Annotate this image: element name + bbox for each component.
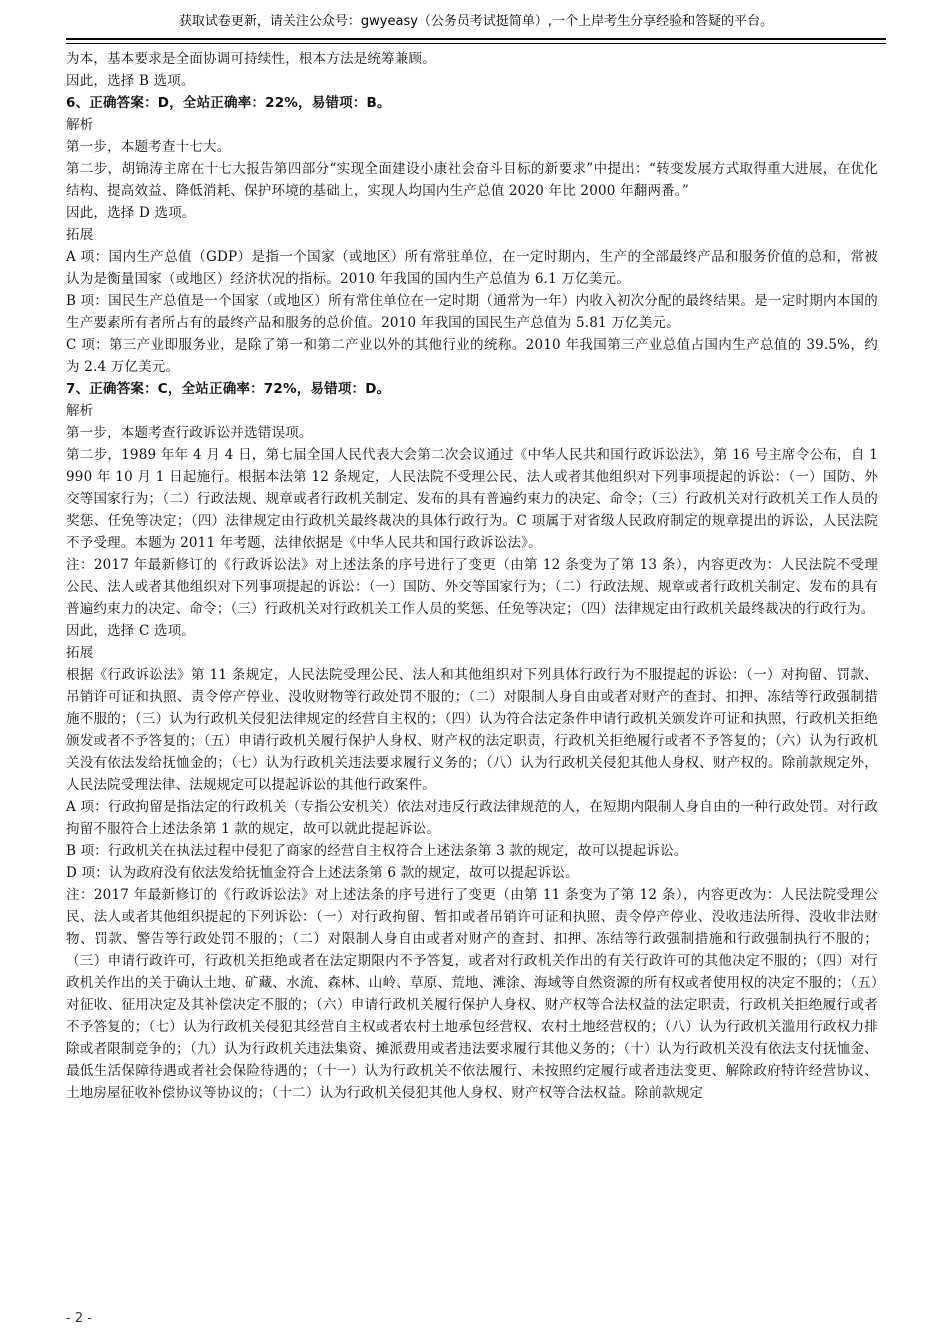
paragraph: 解析 (66, 117, 94, 133)
paragraph: 拓展 (66, 227, 94, 243)
paragraph: C 项：第三产业即服务业，是除了第一和第二产业以外的其他行业的统称。2010 年我国第三产业总值占国内生产总值的 39.5%，约为 2.4 万亿美元。 (66, 337, 878, 375)
paragraph: 因此，选择 B 选项。 (66, 73, 195, 89)
paragraph: 第一步，本题考查十七大。 (66, 139, 231, 155)
paragraph: 因此，选择 C 选项。 (66, 623, 196, 639)
paragraph: 第二步，胡锦涛主席在十七大报告第四部分“实现全面建设小康社会奋斗目标的新要求”中提出：“转变发展方式取得重大进展，在优化结构、提高效益、降低消耗、保护环境的基础上，实现人均国内生产总值 2020 年比 2000 年翻两番。” (66, 161, 878, 199)
paragraph: 第二步，1989 年年 4 月 4 日，第七届全国人民代表大会第二次会议通过《中华人民共和国行政诉讼法》，第 16 号主席令公布，自 1990 年 10 月 1 日起施行。根据本法第 12 条规定，人民法院不受理公民、法人或者其他组织对下列事项提起的诉讼：（一）国防、外交等国家行为；（二）行政法规、规章或者行政机关制定、发布的具有普遍约束力的决定、命令；（三）行政机关对行政机关工作人员的奖惩、任免等决定；（四）法律规定由行政机关最终裁决的具体行政行为。C 项属于对省级人民政府制定的规章提出的诉讼，人民法院不予受理。本题为 2011 年考题，法律依据是《中华人民共和国行政诉讼法》。 (66, 447, 878, 551)
paragraph: 拓展 (66, 645, 94, 661)
paragraph: 注：2017 年最新修订的《行政诉讼法》对上述法条的序号进行了变更（由第 11 条变为了第 12 条），内容更改为：人民法院受理公民、法人或者其他组织提起的下列诉讼：（一）对行政拘留、暂扣或者吊销许可证和执照、责令停产停业、没收违法所得、没收非法财物、罚款、警告等行政处罚不服的；（二）对限制人身自由或者对财产的查封、扣押、冻结等行政强制措施和行政强制执行不服的；（三）申请行政许可，行政机关拒绝或者在法定期限内不予答复，或者对行政机关作出的有关行政许可的其他决定不服的；（四）对行政机关作出的关于确认土地、矿藏、水流、森林、山岭、草原、荒地、滩涂、海域等自然资源的所有权或者使用权的决定不服的；（五）对征收、征用决定及其补偿决定不服的；（六）申请行政机关履行保护人身权、财产权等合法权益的法定职责，行政机关拒绝履行或者不予答复的；（七）认为行政机关侵犯其经营自主权或者农村土地承包经营权、农村土地经营权的；（八）认为行政机关滥用行政权力排除或者限制竞争的；（九）认为行政机关违法集资、摊派费用或者违法要求履行其他义务的；（十）认为行政机关没有依法支付抚恤金、最低生活保障待遇或者社会保险待遇的；（十一）认为行政机关不依法履行、未按照约定履行或者违法变更、解除政府特许经营协议、土地房屋征收补偿协议等协议的；（十二）认为行政机关侵犯其他人身权、财产权等合法权益。除前款规定 (66, 887, 878, 1101)
paragraph: 为本，基本要求是全面协调可持续性，根本方法是统筹兼顾。 (66, 51, 436, 67)
paragraph: D 项：认为政府没有依法发给抚恤金符合上述法条第 6 款的规定，故可以提起诉讼。 (66, 865, 579, 881)
header-rule-thick (66, 38, 886, 40)
header-rule-thin (66, 43, 886, 44)
answer-line: 7、正确答案：C，全站正确率：72%，易错项：D。 (66, 381, 391, 397)
paragraph: 注：2017 年最新修订的《行政诉讼法》对上述法条的序号进行了变更（由第 12 条变为了第 13 条），内容更改为：人民法院不受理公民、法人或者其他组织对下列事项提起的诉讼：（一）国防、外交等国家行为；（二）行政法规、规章或者行政机关制定、发布的具有普遍约束力的决定、命令；（三）行政机关对行政机关工作人员的奖惩、任免等决定；（四）法律规定由行政机关最终裁决的行政行为。 (66, 557, 878, 617)
paragraph: 因此，选择 D 选项。 (66, 205, 196, 221)
paragraph: 解析 (66, 403, 94, 419)
page-number: - 2 - (66, 1311, 92, 1326)
page-header: 获取试卷更新，请关注公众号：gwyeasy（公务员考试挺简单）,一个上岸考生分享经验和答疑的平台。 (178, 14, 774, 29)
document-body (66, 48, 878, 1104)
paragraph: B 项：国民生产总值是一个国家（或地区）所有常住单位在一定时期（通常为一年）内收入初次分配的最终结果。是一定时期内本国的生产要素所有者所占有的最终产品和服务的总价值。2010 年我国的国民生产总值为 5.81 万亿美元。 (66, 293, 878, 331)
answer-line: 6、正确答案：D，全站正确率：22%，易错项：B。 (66, 95, 391, 111)
paragraph: A 项：行政拘留是指法定的行政机关（专指公安机关）依法对违反行政法律规范的人，在短期内限制人身自由的一种行政处罚。对行政拘留不服符合上述法条第 1 款的规定，故可以就此提起诉讼。 (66, 799, 878, 837)
paragraph: 第一步，本题考查行政诉讼并选错误项。 (66, 425, 313, 441)
paragraph: B 项：行政机关在执法过程中侵犯了商家的经营自主权符合上述法条第 3 款的规定，故可以提起诉讼。 (66, 843, 688, 859)
paragraph: 根据《行政诉讼法》第 11 条规定，人民法院受理公民、法人和其他组织对下列具体行政行为不服提起的诉讼：（一）对拘留、罚款、吊销许可证和执照、责令停产停业、没收财物等行政处罚不服的；（二）对限制人身自由或者对财产的查封、扣押、冻结等行政强制措施不服的；（三）认为行政机关侵犯法律规定的经营自主权的；（四）认为符合法定条件申请行政机关颁发许可证和执照，行政机关拒绝颁发或者不予答复的；（五）申请行政机关履行保护人身权、财产权的法定职责，行政机关拒绝履行或者不予答复的；（六）认为行政机关没有依法发给抚恤金的；（七）认为行政机关违法要求履行义务的；（八）认为行政机关侵犯其他人身权、财产权的。除前款规定外，人民法院受理法律、法规规定可以提起诉讼的其他行政案件。 (66, 667, 878, 793)
paragraph: A 项：国内生产总值（GDP）是指一个国家（或地区）所有常驻单位，在一定时期内，生产的全部最终产品和服务价值的总和，常被认为是衡量国家（或地区）经济状况的指标。2010 年我国的国内生产总值为 6.1 万亿美元。 (66, 249, 878, 287)
